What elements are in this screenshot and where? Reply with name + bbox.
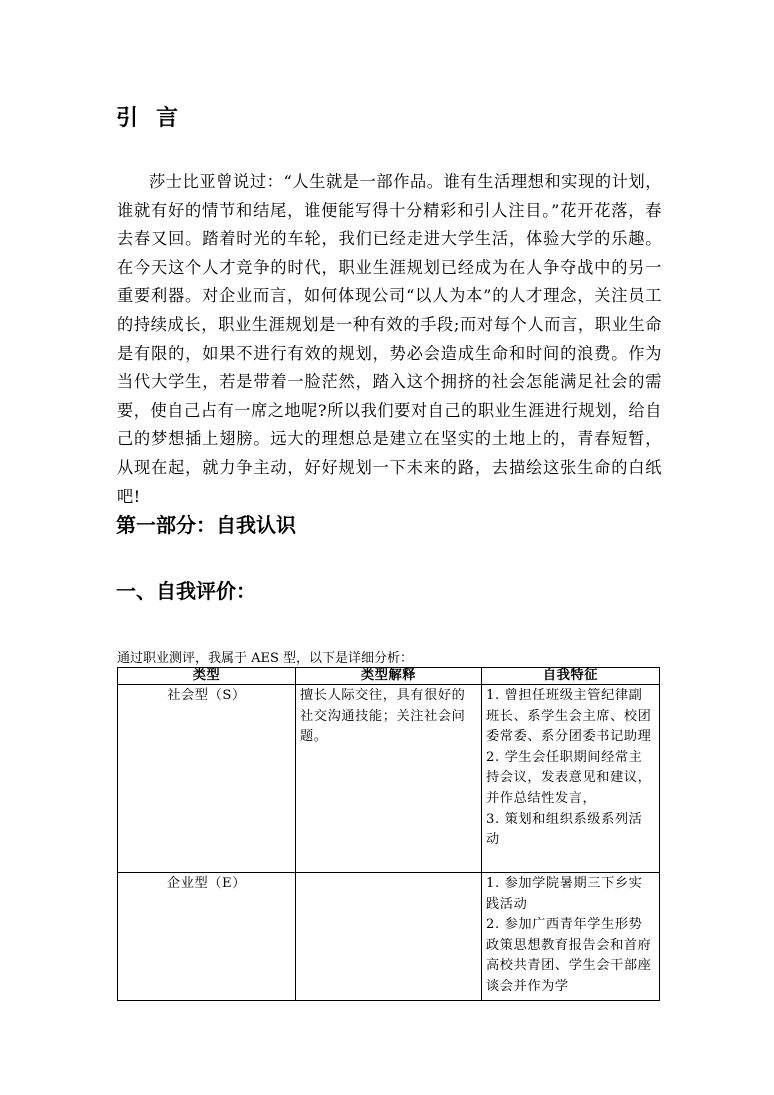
- trait-item: 1. 参加学院暑期三下乡实践活动: [486, 876, 643, 912]
- self-evaluation-table: [117, 667, 660, 1001]
- intro-paragraph: 莎士比亚曾说过：“人生就是一部作品。谁有生活理想和实现的计划，谁就有好的情节和结尾，谁便能写得十分精彩和引人注目。”花开花落，春去春又回。踏着时光的车轮，我们已经走进大学生活，体验大学的乐趣。在今天这个人才竞争的时代，职业生涯规划已经成为在人争夺战中的另一重要利器。对企业而言，如何体现公司“以人为本”的人才理念，关注员工的持续成长，职业生涯规划是一种有效的手段;而对每个人而言，职业生命是有限的，如果不进行有效的规划，势必会造成生命和时间的浪费。作为当代大学生，若是带着一脸茫然，踏入这个拥挤的社会怎能满足社会的需要，使自己占有一席之地呢?所以我们要对自己的职业生涯进行规划，给自己的梦想插上翅膀。远大的理想总是建立在坚实的土地上的，青春短暂，从现在起，就力争主动，好好规划一下未来的路，去描绘这张生命的白纸吧!: [117, 172, 662, 506]
- table-row: [118, 685, 660, 873]
- explanation-cell: 擅长人际交往，具有很好的社交沟通技能；关注社会问题。: [296, 685, 482, 873]
- trait-item: 2. 学生会任职期间经常主持会议，发表意见和建议，并作总结性发言，: [486, 749, 652, 806]
- traits-cell: [482, 873, 660, 1001]
- table-caption: 通过职业测评，我属于 AES 型，以下是详细分析：: [117, 651, 414, 666]
- traits-cell: [482, 685, 660, 873]
- self-evaluation-heading: 一、自我评价：: [116, 579, 256, 603]
- header-traits: 自我特征: [482, 668, 660, 685]
- trait-item: 2. 参加广西青年学生形势政策思想教育报告会和首府高校共青团、学生会干部座谈会并作为学: [486, 917, 652, 994]
- type-cell: 社会型（S）: [118, 685, 296, 873]
- trait-item: 3. 策划和组织系级系列活动: [486, 811, 643, 848]
- trait-item: 1. 曾担任班级主管纪律副班长、系学生会主席、校团委常委、系分团委书记助理: [486, 688, 652, 745]
- part-one-heading: 第一部分：自我认识: [116, 513, 296, 537]
- explanation-cell: [296, 873, 482, 1001]
- header-explanation: 类型解释: [296, 668, 482, 685]
- header-type: 类型: [118, 668, 296, 685]
- type-cell: 企业型（E）: [118, 873, 296, 1001]
- table-row: [118, 873, 660, 1001]
- intro-heading: 引言: [116, 106, 197, 131]
- table-header-row: [118, 668, 660, 685]
